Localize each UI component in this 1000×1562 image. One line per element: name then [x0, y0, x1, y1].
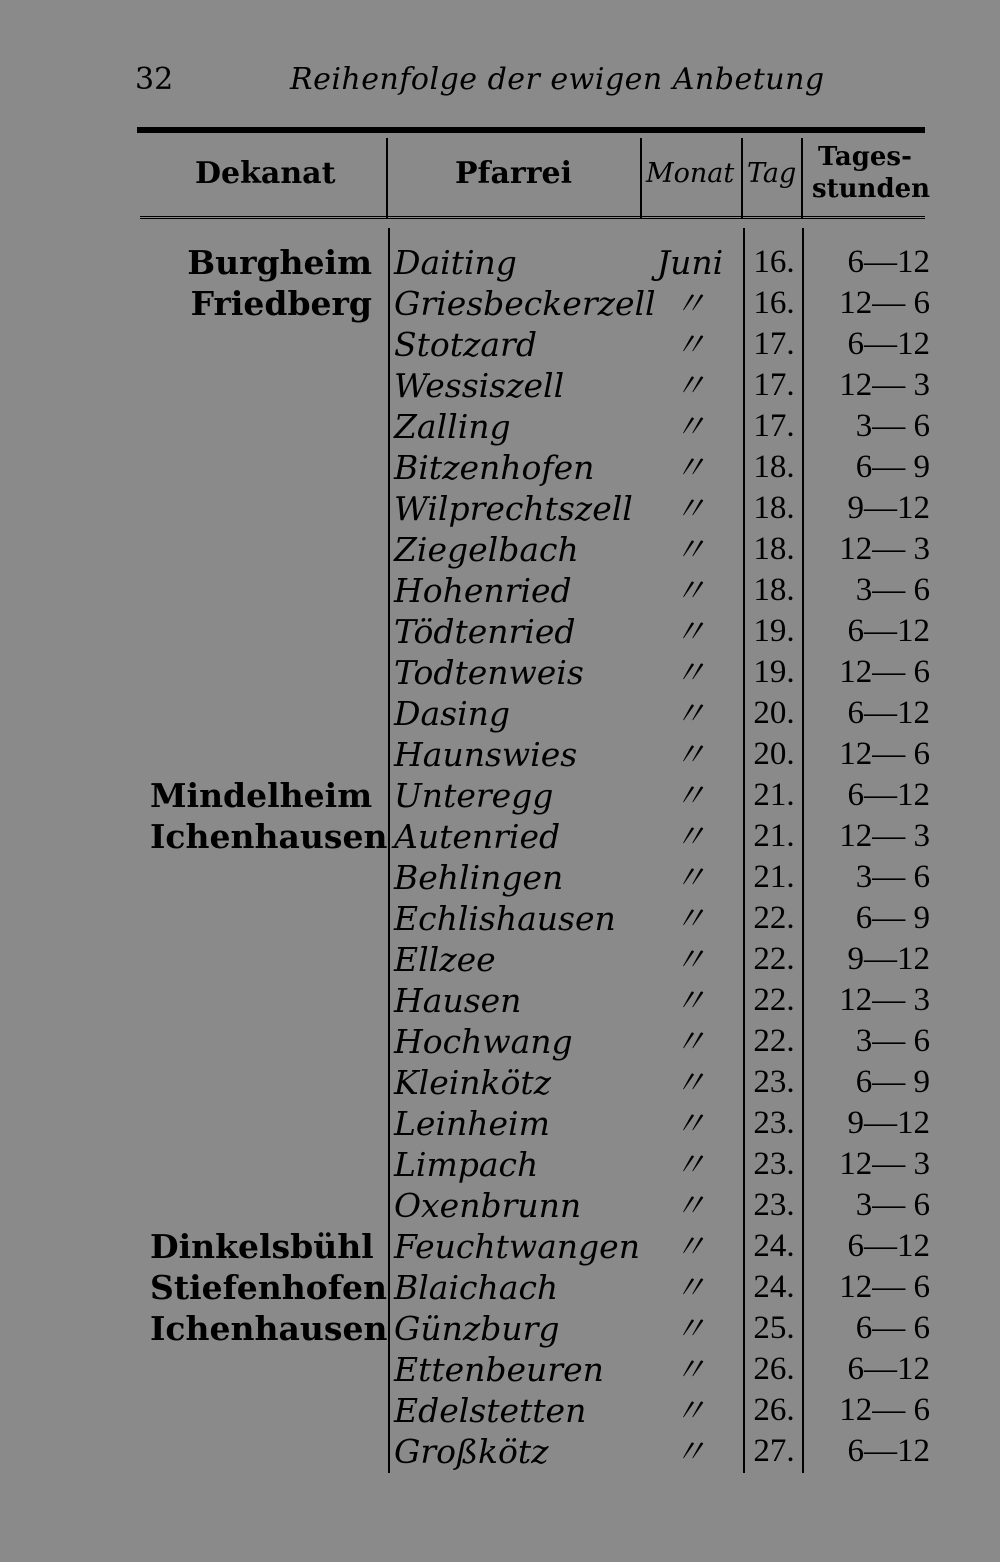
- stunden-cell: 3— 6: [855, 408, 930, 444]
- monat-cell: 〃: [673, 1309, 707, 1348]
- pfarrei-cell: Ziegelbach: [394, 530, 579, 569]
- tag-cell: 17.: [753, 326, 795, 362]
- tag-cell: 24.: [753, 1228, 795, 1264]
- top-rule: [137, 127, 925, 133]
- pfarrei-cell: Wessiszell: [394, 366, 565, 405]
- tag-cell: 18.: [753, 531, 795, 567]
- tag-cell: 18.: [753, 572, 795, 608]
- tag-cell: 20.: [753, 736, 795, 772]
- stunden-cell: 9—12: [847, 941, 930, 977]
- tag-cell: 22.: [753, 1023, 795, 1059]
- pfarrei-cell: Günzburg: [394, 1309, 560, 1348]
- tag-cell: 23.: [753, 1187, 795, 1223]
- tag-cell: 25.: [753, 1310, 795, 1346]
- header-tag: Tag: [747, 158, 797, 189]
- column-divider: [741, 138, 743, 218]
- table-row: [0, 406, 1000, 447]
- monat-cell: 〃: [673, 325, 707, 364]
- pfarrei-cell: Behlingen: [394, 858, 564, 897]
- table-row: [0, 1308, 1000, 1349]
- stunden-cell: 12— 6: [839, 736, 930, 772]
- pfarrei-cell: Hausen: [394, 981, 522, 1020]
- monat-cell: 〃: [673, 1391, 707, 1430]
- tag-cell: 21.: [753, 818, 795, 854]
- tag-cell: 22.: [753, 982, 795, 1018]
- table-row: [0, 1021, 1000, 1062]
- monat-cell: 〃: [673, 735, 707, 774]
- monat-cell: 〃: [673, 940, 707, 979]
- stunden-cell: 3— 6: [855, 1187, 930, 1223]
- stunden-cell: 6—12: [847, 1228, 930, 1264]
- table-row: [0, 775, 1000, 816]
- tag-cell: 19.: [753, 613, 795, 649]
- stunden-cell: 6—12: [847, 695, 930, 731]
- pfarrei-cell: Ettenbeuren: [394, 1350, 604, 1389]
- monat-cell: 〃: [673, 899, 707, 938]
- dekanat-cell: Dinkelsbühl: [150, 1227, 374, 1266]
- monat-cell: 〃: [673, 284, 707, 323]
- column-divider: [640, 138, 642, 218]
- monat-cell: Juni: [656, 243, 724, 282]
- stunden-cell: 6— 9: [855, 449, 930, 485]
- tag-cell: 26.: [753, 1351, 795, 1387]
- table-row: [0, 1144, 1000, 1185]
- pfarrei-cell: Daiting: [394, 243, 517, 282]
- stunden-cell: 12— 3: [839, 818, 930, 854]
- table-row: [0, 1226, 1000, 1267]
- monat-cell: 〃: [673, 653, 707, 692]
- tag-cell: 24.: [753, 1269, 795, 1305]
- stunden-cell: 12— 6: [839, 1269, 930, 1305]
- pfarrei-cell: Feuchtwangen: [394, 1227, 640, 1266]
- monat-cell: 〃: [673, 1432, 707, 1471]
- column-divider: [386, 138, 388, 218]
- table-row: [0, 1103, 1000, 1144]
- stunden-cell: 12— 3: [839, 982, 930, 1018]
- pfarrei-cell: Autenried: [394, 817, 561, 856]
- table-row: [0, 1390, 1000, 1431]
- table-row: [0, 816, 1000, 857]
- stunden-cell: 6— 6: [855, 1310, 930, 1346]
- stunden-cell: 9—12: [847, 490, 930, 526]
- table-row: [0, 1062, 1000, 1103]
- monat-cell: 〃: [673, 489, 707, 528]
- tag-cell: 17.: [753, 367, 795, 403]
- stunden-cell: 9—12: [847, 1105, 930, 1141]
- monat-cell: 〃: [673, 1268, 707, 1307]
- tag-cell: 21.: [753, 777, 795, 813]
- pfarrei-cell: Ellzee: [394, 940, 496, 979]
- table-row: [0, 283, 1000, 324]
- table-row: [0, 693, 1000, 734]
- monat-cell: 〃: [673, 612, 707, 651]
- stunden-cell: 12— 6: [839, 285, 930, 321]
- dekanat-cell: Stiefenhofen: [150, 1268, 387, 1307]
- header-monat: Monat: [646, 158, 735, 189]
- table-row: [0, 447, 1000, 488]
- tag-cell: 16.: [753, 285, 795, 321]
- pfarrei-cell: Leinheim: [394, 1104, 550, 1143]
- dekanat-cell: Ichenhausen: [150, 1309, 388, 1348]
- tag-cell: 17.: [753, 408, 795, 444]
- tag-cell: 19.: [753, 654, 795, 690]
- table-row: [0, 652, 1000, 693]
- monat-cell: 〃: [673, 571, 707, 610]
- table-row: [0, 1349, 1000, 1390]
- table-row: [0, 939, 1000, 980]
- pfarrei-cell: Tödtenried: [394, 612, 576, 651]
- monat-cell: 〃: [673, 1227, 707, 1266]
- pfarrei-cell: Haunswies: [394, 735, 578, 774]
- tag-cell: 22.: [753, 941, 795, 977]
- monat-cell: 〃: [673, 694, 707, 733]
- table-row: [0, 324, 1000, 365]
- pfarrei-cell: Stotzard: [394, 325, 537, 364]
- table-row: [0, 857, 1000, 898]
- table-row: [0, 529, 1000, 570]
- pfarrei-cell: Edelstetten: [394, 1391, 587, 1430]
- table-row: [0, 365, 1000, 406]
- stunden-cell: 6—12: [847, 1351, 930, 1387]
- stunden-cell: 6—12: [847, 1433, 930, 1469]
- tag-cell: 20.: [753, 695, 795, 731]
- table-row: [0, 980, 1000, 1021]
- monat-cell: 〃: [673, 1063, 707, 1102]
- tag-cell: 16.: [753, 244, 795, 280]
- header-dekanat: Dekanat: [195, 156, 336, 191]
- header-pfarrei: Pfarrei: [455, 156, 572, 191]
- pfarrei-cell: Hochwang: [394, 1022, 573, 1061]
- monat-cell: 〃: [673, 1022, 707, 1061]
- pfarrei-cell: Unteregg: [394, 776, 554, 815]
- pfarrei-cell: Echlishausen: [394, 899, 616, 938]
- table-row: [0, 242, 1000, 283]
- tag-cell: 18.: [753, 449, 795, 485]
- table-row: [0, 1185, 1000, 1226]
- stunden-cell: 12— 3: [839, 531, 930, 567]
- stunden-cell: 12— 3: [839, 1146, 930, 1182]
- monat-cell: 〃: [673, 858, 707, 897]
- tag-cell: 23.: [753, 1064, 795, 1100]
- stunden-cell: 6—12: [847, 244, 930, 280]
- stunden-cell: 6— 9: [855, 900, 930, 936]
- header-stunden-line2: stunden: [812, 174, 931, 204]
- table-row: [0, 1267, 1000, 1308]
- column-divider: [801, 138, 803, 218]
- page-number: 32: [135, 62, 174, 97]
- pfarrei-cell: Dasing: [394, 694, 510, 733]
- tag-cell: 27.: [753, 1433, 795, 1469]
- table-row: [0, 611, 1000, 652]
- monat-cell: 〃: [673, 530, 707, 569]
- monat-cell: 〃: [673, 448, 707, 487]
- stunden-cell: 3— 6: [855, 859, 930, 895]
- pfarrei-cell: Limpach: [394, 1145, 539, 1184]
- stunden-cell: 12— 6: [839, 1392, 930, 1428]
- pfarrei-cell: Wilprechtszell: [394, 489, 633, 528]
- tag-cell: 21.: [753, 859, 795, 895]
- dekanat-cell: Burgheim: [187, 243, 372, 282]
- dekanat-cell: Mindelheim: [150, 776, 373, 815]
- tag-cell: 23.: [753, 1105, 795, 1141]
- dekanat-cell: Ichenhausen: [150, 817, 388, 856]
- table-row: [0, 734, 1000, 775]
- pfarrei-cell: Griesbeckerzell: [394, 284, 656, 323]
- table-row: [0, 570, 1000, 611]
- table-row: [0, 488, 1000, 529]
- monat-cell: 〃: [673, 407, 707, 446]
- header-rule: [140, 216, 925, 219]
- pfarrei-cell: Oxenbrunn: [394, 1186, 582, 1225]
- page-title: Reihenfolge der ewigen Anbetung: [290, 62, 825, 97]
- tag-cell: 23.: [753, 1146, 795, 1182]
- pfarrei-cell: Großkötz: [394, 1432, 549, 1471]
- pfarrei-cell: Zalling: [394, 407, 511, 446]
- table-row: [0, 1431, 1000, 1472]
- monat-cell: 〃: [673, 1104, 707, 1143]
- header-stunden-line1: Tages-: [818, 142, 912, 172]
- pfarrei-cell: Bitzenhofen: [394, 448, 595, 487]
- stunden-cell: 6—12: [847, 777, 930, 813]
- stunden-cell: 6— 9: [855, 1064, 930, 1100]
- stunden-cell: 6—12: [847, 613, 930, 649]
- pfarrei-cell: Kleinkötz: [394, 1063, 552, 1102]
- tag-cell: 18.: [753, 490, 795, 526]
- tag-cell: 26.: [753, 1392, 795, 1428]
- dekanat-cell: Friedberg: [190, 284, 372, 323]
- stunden-cell: 6—12: [847, 326, 930, 362]
- monat-cell: 〃: [673, 1145, 707, 1184]
- pfarrei-cell: Todtenweis: [394, 653, 584, 692]
- monat-cell: 〃: [673, 366, 707, 405]
- monat-cell: 〃: [673, 1350, 707, 1389]
- pfarrei-cell: Hohenried: [394, 571, 572, 610]
- monat-cell: 〃: [673, 1186, 707, 1225]
- monat-cell: 〃: [673, 981, 707, 1020]
- monat-cell: 〃: [673, 817, 707, 856]
- pfarrei-cell: Blaichach: [394, 1268, 559, 1307]
- tag-cell: 22.: [753, 900, 795, 936]
- table-row: [0, 898, 1000, 939]
- stunden-cell: 3— 6: [855, 1023, 930, 1059]
- monat-cell: 〃: [673, 776, 707, 815]
- stunden-cell: 12— 6: [839, 654, 930, 690]
- stunden-cell: 3— 6: [855, 572, 930, 608]
- stunden-cell: 12— 3: [839, 367, 930, 403]
